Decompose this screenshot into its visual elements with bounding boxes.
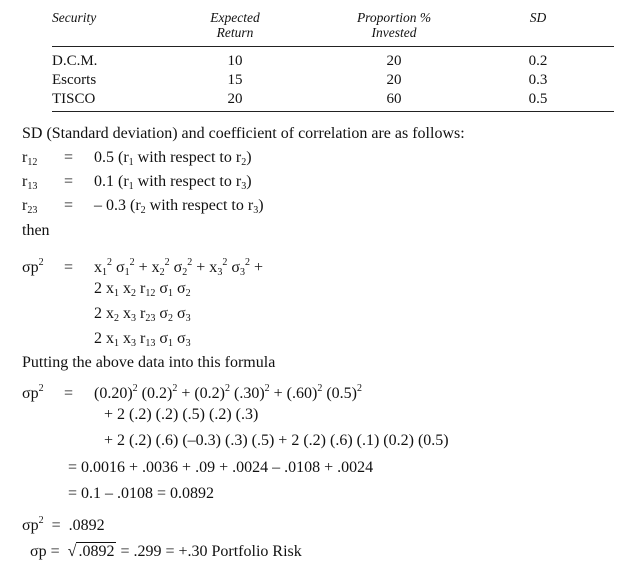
securities-table	[52, 2, 620, 109]
r23-line: $r_{23}$ = – 0.3 ($r_2$ with respect to $r_3$)	[22, 197, 264, 216]
result-line: $\sigma p^2 = .0892$	[22, 515, 105, 534]
formula-line-1: $\sigma p^2 = x_1^2$ $\sigma_1^2 + x_2^2$ $\sigma_2^2 + x_3^2$ $\sigma_3^2$ +	[22, 257, 263, 278]
formula-line-4: 2 $x_1$ $x_3$ $r_{13}$ $\sigma_1$ $\sigma_3$	[94, 330, 191, 349]
final-line: σp = √ .0892 = .299 = +.30 Portfolio Risk	[30, 543, 302, 560]
then-text: then	[22, 222, 50, 239]
calc-line-2: + 2 (.2) (.2) (.5) (.2) (.3)	[104, 406, 259, 423]
table-row: TISCO 20 60 0.5	[52, 91, 548, 107]
putting-text: Putting the above data into this formula	[22, 354, 276, 371]
calc-line-4: = 0.0016 + .0036 + .09 + .0024 – .0108 + .0024	[68, 459, 374, 476]
sqrt-value: .0892	[78, 543, 115, 560]
header-sd: SD	[529, 10, 547, 25]
header-proportion: Proportion % Invested	[356, 10, 432, 40]
table-bottom-rule	[52, 111, 614, 112]
formula-line-2: 2 $x_1$ $x_2$ $r_{12}$ $\sigma_1$ $\sigma_2$	[94, 280, 191, 299]
calc-line-5: = 0.1 – .0108 = 0.0892	[68, 485, 215, 502]
header-security: Security	[52, 10, 97, 25]
header-rule	[52, 46, 614, 47]
calc-line-3: + 2 (.2) (.6) (–0.3) (.3) (.5) + 2 (.2) (.6) (.1) (0.2) (0.5)	[104, 432, 449, 449]
table-header	[52, 2, 620, 48]
header-expected-return: Expected Return	[210, 10, 260, 40]
intro-text: SD (Standard deviation) and coefficient of correlation are as follows:	[22, 125, 465, 142]
table-row: D.C.M. 10 20 0.2	[52, 53, 548, 69]
table-row: Escorts 15 20 0.3	[52, 72, 548, 88]
calc-line-1: $\sigma p^2 = (0.20)^2$ $(0.2)^2 + (0.2)^2$ $(.30)^2 + (.60)^2$ $(0.5)^2$	[22, 383, 362, 402]
r12-line: $r_{12} = 0.5$ ($r_1$ with respect to $r_2$)	[22, 149, 252, 168]
r13-line: $r_{13} = 0.1$ ($r_1$ with respect to $r_3$)	[22, 173, 252, 192]
formula-line-3: 2 $x_2$ $x_3$ $r_{23}$ $\sigma_2$ $\sigma_3$	[94, 305, 191, 324]
